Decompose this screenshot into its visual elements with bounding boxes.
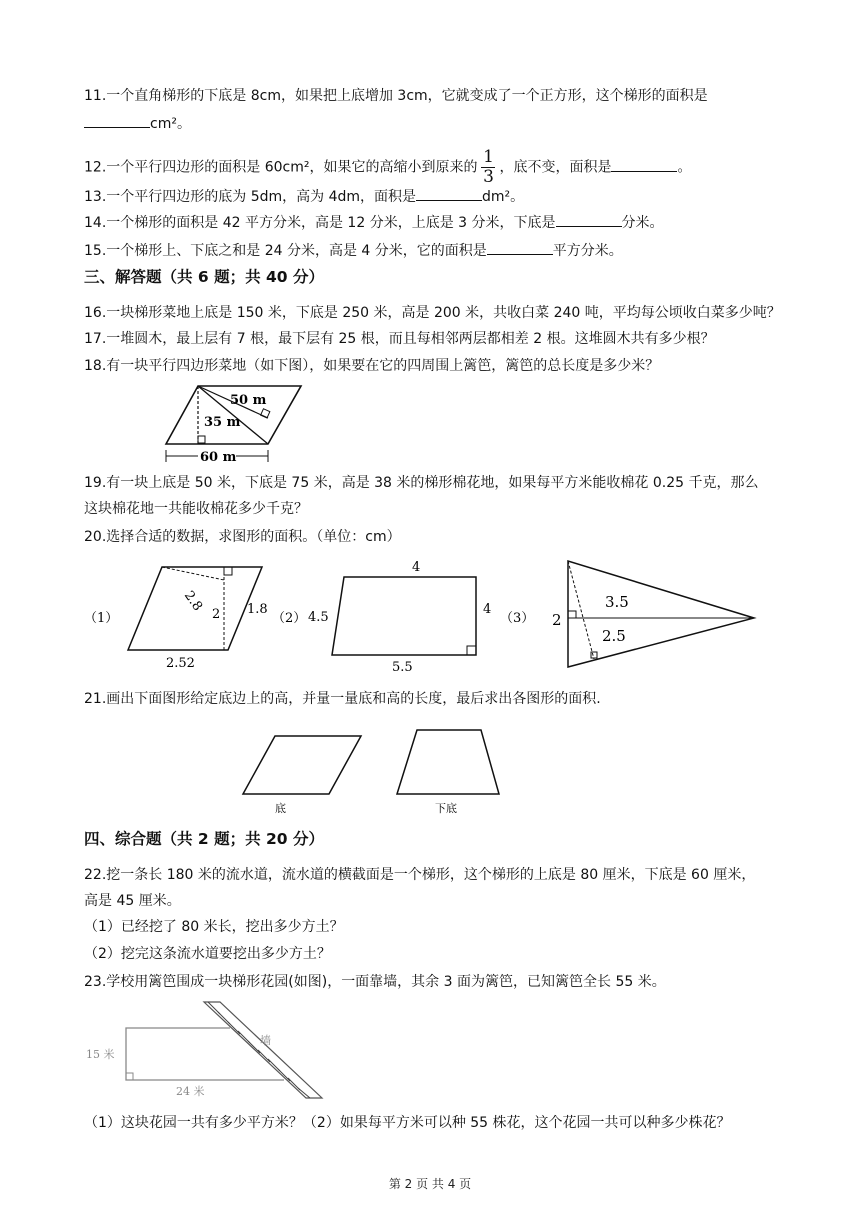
answer-blank-15[interactable]: [487, 240, 553, 255]
question-17: 17.一堆圆木，最上层有 7 根，最下层有 25 根，而且每相邻两层都相差 2 根。这堆圆木共有多少根？: [84, 331, 715, 347]
label-24m: 24 米: [176, 1085, 205, 1098]
trapezoid-shape: [332, 577, 476, 655]
unit-text: cm²。: [150, 116, 191, 132]
label-base: 底: [275, 802, 286, 815]
parallelogram-shape: [243, 736, 361, 794]
figure-index-2: （2）: [272, 611, 307, 626]
right-angle-mark: [224, 567, 232, 575]
unit-text: 分米。: [621, 215, 664, 231]
question-11-text: 11.一个直角梯形的下底是 8cm，如果把上底增加 3cm，它就变成了一个正方形，这个梯形的面积是: [84, 88, 708, 104]
question-21: 21.画出下面图形给定底边上的高，并量一量底和高的长度，最后求出各图形的面积.: [84, 691, 601, 707]
section-heading-4: 四、综合题（共 2 题；共 20 分）: [84, 830, 324, 848]
answer-blank-13[interactable]: [416, 186, 482, 201]
label-2: 2: [212, 607, 221, 622]
trapezoid-figure-20-2: [308, 560, 491, 675]
fraction-numerator: 1: [483, 147, 494, 167]
question-18: 18.有一块平行四边形菜地（如下图），如果要在它的四周围上篱笆，篱笆的总长度是多少米？: [84, 358, 660, 374]
label-2: 2: [552, 611, 562, 629]
label-35m: 35 m: [204, 415, 241, 430]
question-13: [84, 186, 524, 207]
triangle-shape: [568, 561, 754, 667]
answer-blank-14[interactable]: [556, 212, 622, 227]
page-footer: 第 2 页 共 4 页: [388, 1177, 472, 1191]
label-left-4-5: 4.5: [308, 610, 329, 625]
unit-text: dm²。: [482, 189, 525, 205]
parallelogram-figure-20-1: [128, 567, 268, 671]
fraction-one-third: [481, 149, 495, 186]
question-19-line2: 这块棉花地一共能收棉花多少千克？: [84, 501, 308, 517]
answer-blank-11[interactable]: [84, 113, 150, 128]
garden-figure-23: [84, 998, 334, 1103]
trapezoid-shape: [397, 730, 499, 794]
label-bottom-5-5: 5.5: [392, 660, 413, 675]
right-angle-mark: [467, 646, 476, 655]
question-12: [84, 149, 691, 186]
label-right-4: 4: [483, 602, 492, 617]
section-heading-3: 三、解答题（共 6 题；共 40 分）: [84, 268, 324, 286]
question-23: 23.学校用篱笆围成一块梯形花园(如图)，一面靠墙，其余 3 面为篱笆，已知篱笆全长 55 米。: [84, 974, 666, 990]
question-22-line2: 高是 45 厘米。: [84, 893, 181, 909]
right-angle-mark: [591, 652, 597, 658]
parallelogram-figure-18: [160, 380, 310, 465]
question-23-sub: （1）这块花园一共有多少平方米？（2）如果每平方米可以种 55 株花，这个花园一共可以种多少株花？: [84, 1115, 731, 1131]
question-14-text: 14.一个梯形的面积是 42 平方分米，高是 12 分米，上底是 3 分米，下底是: [84, 215, 556, 231]
height-line: [162, 567, 224, 580]
label-lower-base: 下底: [435, 802, 457, 815]
question-12-text: 12.一个平行四边形的面积是 60cm²，如果它的高缩小到原来的: [84, 159, 478, 176]
figures-21: [237, 716, 507, 816]
question-11-answer-line: [84, 113, 191, 134]
height-line-dashed: [568, 561, 594, 659]
fraction-denominator: 3: [483, 167, 494, 187]
question-20: 20.选择合适的数据，求图形的面积。（单位：cm）: [84, 529, 401, 545]
question-22-sub1: （1）已经挖了 80 米长，挖出多少方土？: [84, 919, 344, 935]
figure-index-3: （3）: [500, 611, 535, 626]
figures-20: [84, 555, 784, 675]
question-15-text: 15.一个梯形上、下底之和是 24 分米，高是 4 分米，它的面积是: [84, 243, 487, 259]
label-60m: 60 m: [200, 450, 237, 465]
label-wall: 墙: [260, 1034, 271, 1047]
question-11: [84, 86, 708, 106]
label-50m: 50 m: [230, 393, 267, 408]
right-angle-mark: [126, 1073, 133, 1080]
right-angle-mark: [568, 611, 576, 618]
triangle-figure-20-3: [552, 561, 754, 667]
question-22-line1: 22.挖一条长 180 米的流水道，流水道的横截面是一个梯形，这个梯形的上底是 80 厘米，下底是 60 厘米，: [84, 867, 756, 883]
punctuation: 。: [677, 159, 692, 176]
question-12-middle: ，底不变，面积是: [499, 159, 612, 176]
question-19-line1: 19.有一块上底是 50 米，下底是 75 米，高是 38 米的梯形棉花地，如果每平方米能收棉花 0.25 千克，那么: [84, 475, 759, 491]
label-2-8: 2.8: [180, 588, 206, 614]
figure-index-1: （1）: [84, 611, 119, 626]
question-22-sub2: （2）挖完这条流水道要挖出多少方土？: [84, 946, 331, 962]
question-15: [84, 240, 623, 261]
question-16: 16.一块梯形菜地上底是 150 米，下底是 250 米，高是 200 米，共收白菜 240 吨，平均每公顷收白菜多少吨？: [84, 305, 781, 321]
question-14: [84, 212, 664, 233]
question-13-text: 13.一个平行四边形的底为 5dm，高为 4dm，面积是: [84, 189, 417, 205]
label-3-5: 3.5: [605, 593, 629, 611]
unit-text: 平方分米。: [552, 243, 623, 259]
answer-blank-12[interactable]: [611, 157, 677, 172]
label-2-5: 2.5: [602, 627, 626, 645]
label-15m: 15 米: [86, 1048, 115, 1061]
label-top-4: 4: [412, 560, 421, 575]
label-1-8: 1.8: [247, 602, 268, 617]
label-2-52: 2.52: [166, 656, 195, 671]
right-angle-mark: [198, 436, 205, 443]
